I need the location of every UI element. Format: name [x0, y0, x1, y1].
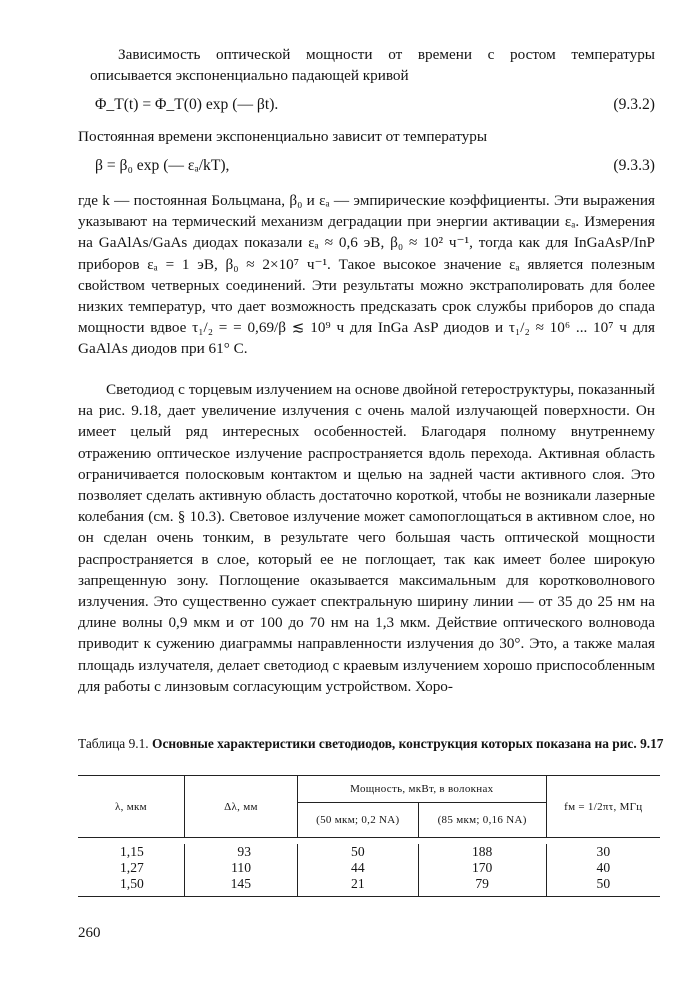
header-delta-lambda: Δλ, мм — [185, 776, 298, 838]
table-row: 1,27 110 44 170 40 — [78, 860, 660, 876]
header-fm: fм = 1/2πτ, МГц — [564, 800, 643, 813]
led-characteristics-table — [78, 775, 660, 897]
equation-formula: β = β₀ exp (— εₐ/kT), — [95, 157, 230, 174]
equation-9-3-2 — [95, 96, 655, 118]
paragraph-degradation: где k — постоянная Больцмана, β₀ и εₐ — эмпирические коэффициенты. Эти выражения указывают на термический механизм деградации при энергии активации εₐ. Измерения на GaAlAs/GaAs диодах показали εₐ ≈ 0,6 эВ, β₀ ≈ 10² ч⁻¹, тогда как для InGaAsP/InP приборов εₐ = 1 эВ, β₀ ≈ 2×10⁷ ч⁻¹. Такое высокое значение εₐ является полезным свойством четверных соединений. Эти результаты можно экстраполировать для более низких температур, что дает возможность предсказать срок службы приборов до спада мощности вдвое τ₁/₂ = = 0,69/β ≲ 10⁹ ч для InGa AsP диодов и τ₁/₂ ≈ 10⁶ ... 10⁷ ч для GaAlAs диодов при 61° С. — [78, 192, 655, 358]
page-number: 260 — [78, 925, 101, 941]
table-caption — [78, 735, 664, 752]
header-lambda: λ, мкм — [78, 776, 185, 838]
paragraph-edge-emitter: Светодиод с торцевым излучением на основе двойной гетероструктуры, показанный на рис. 9.18, дает увеличение излучения с очень малой излучающей поверхности. Он имеет целый ряд интересных особенностей. Благодаря полному внутреннему отражению оптическое излучение распространяется вдоль перехода. Активная область ограничивается полосковым контактом и щелью на задней части активного слоя. Это позволяет сделать активную область достаточно короткой, чтобы не возникали лазерные колебания (см. § 10.3). Световое излучение может самопоглощаться в активном слое, но он сделан очень тонким, в результате чего большая часть оптической мощности распространяется в слое, который ее не поглощает, так как имеет более широкую запрещенную зону. Поглощение оказывается максимальным для коротковолнового излучения. Это существенно сужает спектральную ширину линии — от 35 до 25 нм на длине волны 0,9 мкм и от 100 до 70 нм на 1,3 мкм. Действие оптического волновода приводит к сужению диаграммы направленности излучения до 30°. Это, а также малая площадь излучателя, делает светодиод с краевым излучением хорошо приспособленным для работы с линзовым согласующим устройством. Хоро- — [78, 381, 655, 695]
equation-formula: Φ_T(t) = Φ_T(0) exp (— βt). — [95, 96, 279, 113]
header-fiber-50: (50 мкм; 0,2 NA) — [298, 803, 419, 838]
time-constant-sentence: Постоянная времени экспоненциально зависит от температуры — [78, 128, 488, 145]
header-power: Мощность, мкВт, в волокнах — [298, 776, 547, 803]
table-caption-label: Таблица 9.1. — [78, 736, 149, 751]
table-row: 1,15 93 50 188 30 — [78, 844, 660, 860]
intro-paragraph: Зависимость оптической мощности от времени с ростом температуры описывается экспоненциально падающей кривой — [90, 46, 655, 85]
table-caption-title: Основные характеристики светодиодов, конструкция которых показана на рис. 9.17 — [152, 736, 664, 751]
equation-number: (9.3.2) — [613, 96, 655, 113]
equation-9-3-3 — [95, 157, 655, 179]
header-fiber-85: (85 мкм; 0,16 NA) — [418, 803, 546, 838]
equation-number: (9.3.3) — [613, 157, 655, 174]
table-row: 1,50 145 21 79 50 — [78, 876, 660, 897]
